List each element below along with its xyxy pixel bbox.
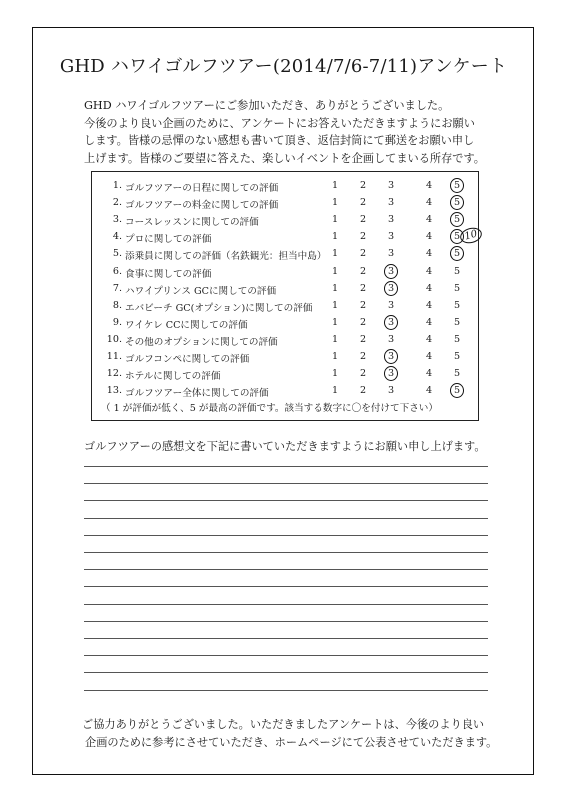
score-option[interactable]: 4 <box>425 265 433 277</box>
score-option[interactable]: 3 <box>387 248 395 260</box>
selected-circle <box>384 315 398 330</box>
score-option[interactable]: 4 <box>425 299 433 311</box>
score-option[interactable]: 5 <box>453 385 461 397</box>
score-option[interactable]: 2 <box>359 197 367 209</box>
footer-line: 企画のために参考にさせていただき、ホームページにて公表させていただきます。 <box>85 736 498 749</box>
item-label: ワイケレ CCに関しての評価 <box>125 319 248 331</box>
item-number: 12. <box>106 368 122 380</box>
score-option[interactable]: 2 <box>359 214 367 226</box>
score-option[interactable]: 5 <box>453 248 461 260</box>
score-option[interactable]: 5 <box>453 368 461 380</box>
selected-circle <box>384 349 398 364</box>
score-option[interactable]: 1 <box>331 368 339 380</box>
score-option[interactable]: 1 <box>331 197 339 209</box>
score-option[interactable]: 2 <box>359 316 367 328</box>
ruled-line[interactable] <box>84 690 488 691</box>
intro-line: します。皆様の忌憚のない感想も書いて頂き、返信封筒にて郵送をお願い申し <box>84 134 475 147</box>
item-label: ハワイプリンス GCに関しての評価 <box>125 285 277 297</box>
score-option[interactable]: 3 <box>387 316 395 328</box>
ruled-line[interactable] <box>84 569 488 570</box>
item-number: 7. <box>112 282 122 294</box>
ruled-line[interactable] <box>84 655 488 656</box>
score-option[interactable]: 3 <box>387 299 395 311</box>
score-option[interactable]: 3 <box>387 351 395 362</box>
intro-line: 今後のより良い企画のために、アンケートにお答えいただきますようにお願い <box>84 116 475 130</box>
score-option[interactable]: 5 <box>453 231 461 243</box>
score-option[interactable]: 5 <box>453 333 461 345</box>
rating-row <box>92 300 480 317</box>
score-option[interactable]: 5 <box>453 316 461 328</box>
score-option[interactable]: 3 <box>387 180 395 191</box>
footer-text <box>82 716 497 752</box>
item-number: 2. <box>112 197 122 209</box>
item-label: ゴルフツアー全体に関しての評価 <box>125 388 269 400</box>
score-option[interactable]: 5 <box>453 282 461 294</box>
item-number: 6. <box>112 265 122 277</box>
item-label: ゴルフコンペに関しての評価 <box>125 354 250 365</box>
selected-circle <box>450 178 464 193</box>
rating-row <box>92 334 480 351</box>
rating-row <box>92 248 480 265</box>
footer-line: ご協力ありがとうございました。いただきましたアンケートは、今後のより良い <box>82 718 485 731</box>
score-option[interactable]: 4 <box>425 282 433 294</box>
score-option[interactable]: 5 <box>453 265 461 277</box>
score-option[interactable]: 1 <box>331 351 339 362</box>
score-option[interactable]: 1 <box>331 231 339 243</box>
score-option[interactable]: 3 <box>387 231 395 243</box>
item-label: 添乗員に関しての評価（名鉄観光：担当中島） <box>125 251 327 263</box>
ruled-line[interactable] <box>84 672 488 673</box>
item-number: 8. <box>112 299 122 311</box>
rating-table <box>91 171 479 421</box>
item-label: ゴルフツアーの日程に関しての評価 <box>125 183 279 194</box>
ruled-line[interactable] <box>84 638 488 639</box>
ruled-line[interactable] <box>84 518 488 519</box>
item-number: 10. <box>106 333 122 345</box>
rating-row <box>92 214 480 231</box>
ruled-line[interactable] <box>84 586 488 587</box>
score-option[interactable]: 5 <box>453 180 461 191</box>
item-label: コースレッスンに関しての評価 <box>125 217 259 229</box>
rating-row <box>92 231 480 248</box>
item-label: ホテルに関しての評価 <box>125 371 221 383</box>
ruled-line[interactable] <box>84 466 488 467</box>
score-option[interactable]: 4 <box>425 368 433 380</box>
rating-note: （ 1 が評価が低く、5 が最高の評価です。該当する数字に〇を付けて下さい） <box>101 403 438 414</box>
score-option[interactable]: 2 <box>359 333 367 345</box>
score-option[interactable]: 3 <box>387 197 395 209</box>
score-option[interactable]: 4 <box>425 385 433 397</box>
score-option[interactable]: 1 <box>331 282 339 294</box>
score-option[interactable]: 4 <box>425 231 433 243</box>
score-option[interactable]: 1 <box>331 316 339 328</box>
rating-row <box>92 283 480 300</box>
rating-row <box>92 351 480 368</box>
score-option[interactable]: 4 <box>425 316 433 328</box>
rating-row <box>92 197 480 214</box>
rating-row <box>92 317 480 334</box>
score-option[interactable]: 3 <box>387 214 395 226</box>
score-option[interactable]: 1 <box>331 180 339 191</box>
score-option[interactable]: 2 <box>359 282 367 294</box>
score-option[interactable]: 2 <box>359 368 367 380</box>
item-number: 9. <box>112 316 122 328</box>
score-option[interactable]: 5 <box>453 351 461 362</box>
ruled-line[interactable] <box>84 621 488 622</box>
score-option[interactable]: 2 <box>359 299 367 311</box>
score-option[interactable]: 3 <box>387 385 395 397</box>
rating-row <box>92 368 480 385</box>
ruled-line[interactable] <box>84 535 488 536</box>
score-option[interactable]: 5 <box>453 214 461 226</box>
score-option[interactable]: 4 <box>425 214 433 226</box>
score-option[interactable]: 5 <box>453 197 461 209</box>
page-title: GHD ハワイゴルフツアー(2014/7/6-7/11)アンケート <box>59 56 508 77</box>
item-number: 5. <box>112 248 122 260</box>
score-option[interactable]: 1 <box>331 265 339 277</box>
intro-paragraph <box>84 97 504 167</box>
ruled-line[interactable] <box>84 604 488 605</box>
ruled-line[interactable] <box>84 483 488 484</box>
intro-line: 上げます。皆様のご要望に答えた、楽しいイベントを企画してまいる所存です。 <box>84 151 485 165</box>
item-number: 13. <box>106 385 122 397</box>
item-label: エバビーチ GC(オプション)に関しての評価 <box>125 302 313 314</box>
score-option[interactable]: 3 <box>387 265 395 277</box>
selected-circle <box>450 195 464 210</box>
ruled-line[interactable] <box>84 552 488 553</box>
score-option[interactable]: 1 <box>331 248 339 260</box>
score-option[interactable]: 3 <box>387 368 395 380</box>
handwritten-mark: 10 <box>458 225 483 245</box>
score-option[interactable]: 2 <box>359 265 367 277</box>
score-option[interactable]: 4 <box>425 248 433 260</box>
score-option[interactable]: 4 <box>425 333 433 345</box>
item-number: 11. <box>106 351 122 362</box>
ruled-line[interactable] <box>84 500 488 501</box>
score-option[interactable]: 4 <box>425 351 433 362</box>
item-label: その他のオプションに関しての評価 <box>125 336 278 348</box>
score-option[interactable]: 1 <box>331 214 339 226</box>
score-option[interactable]: 2 <box>359 231 367 243</box>
score-option[interactable]: 2 <box>359 385 367 397</box>
rating-row <box>92 180 480 197</box>
score-option[interactable]: 2 <box>359 351 367 362</box>
score-option[interactable]: 3 <box>387 282 395 294</box>
item-label: ゴルフツアーの料金に関しての評価 <box>125 200 279 212</box>
score-option[interactable]: 3 <box>387 333 395 345</box>
selected-circle <box>384 366 398 381</box>
item-number: 3. <box>112 214 122 226</box>
selected-circle <box>384 264 398 279</box>
rating-row <box>92 266 480 283</box>
score-option[interactable]: 2 <box>359 248 367 260</box>
comment-prompt: ゴルフツアーの感想文を下記に書いていただきますようにお願い申し上げます。 <box>84 440 486 453</box>
item-label: プロに関しての評価 <box>125 234 212 246</box>
selected-circle <box>384 281 398 296</box>
score-option[interactable]: 1 <box>331 299 339 311</box>
score-option[interactable]: 2 <box>359 180 367 191</box>
item-number: 1. <box>112 180 122 191</box>
score-option[interactable]: 4 <box>425 180 433 191</box>
score-option[interactable]: 1 <box>331 385 339 397</box>
score-option[interactable]: 5 <box>453 299 461 311</box>
score-option[interactable]: 1 <box>331 333 339 345</box>
intro-line: GHD ハワイゴルフツアーにご参加いただき、ありがとうございました。 <box>84 99 450 112</box>
item-number: 4. <box>112 231 122 243</box>
score-option[interactable]: 4 <box>425 197 433 209</box>
item-label: 食事に関しての評価 <box>125 268 212 280</box>
